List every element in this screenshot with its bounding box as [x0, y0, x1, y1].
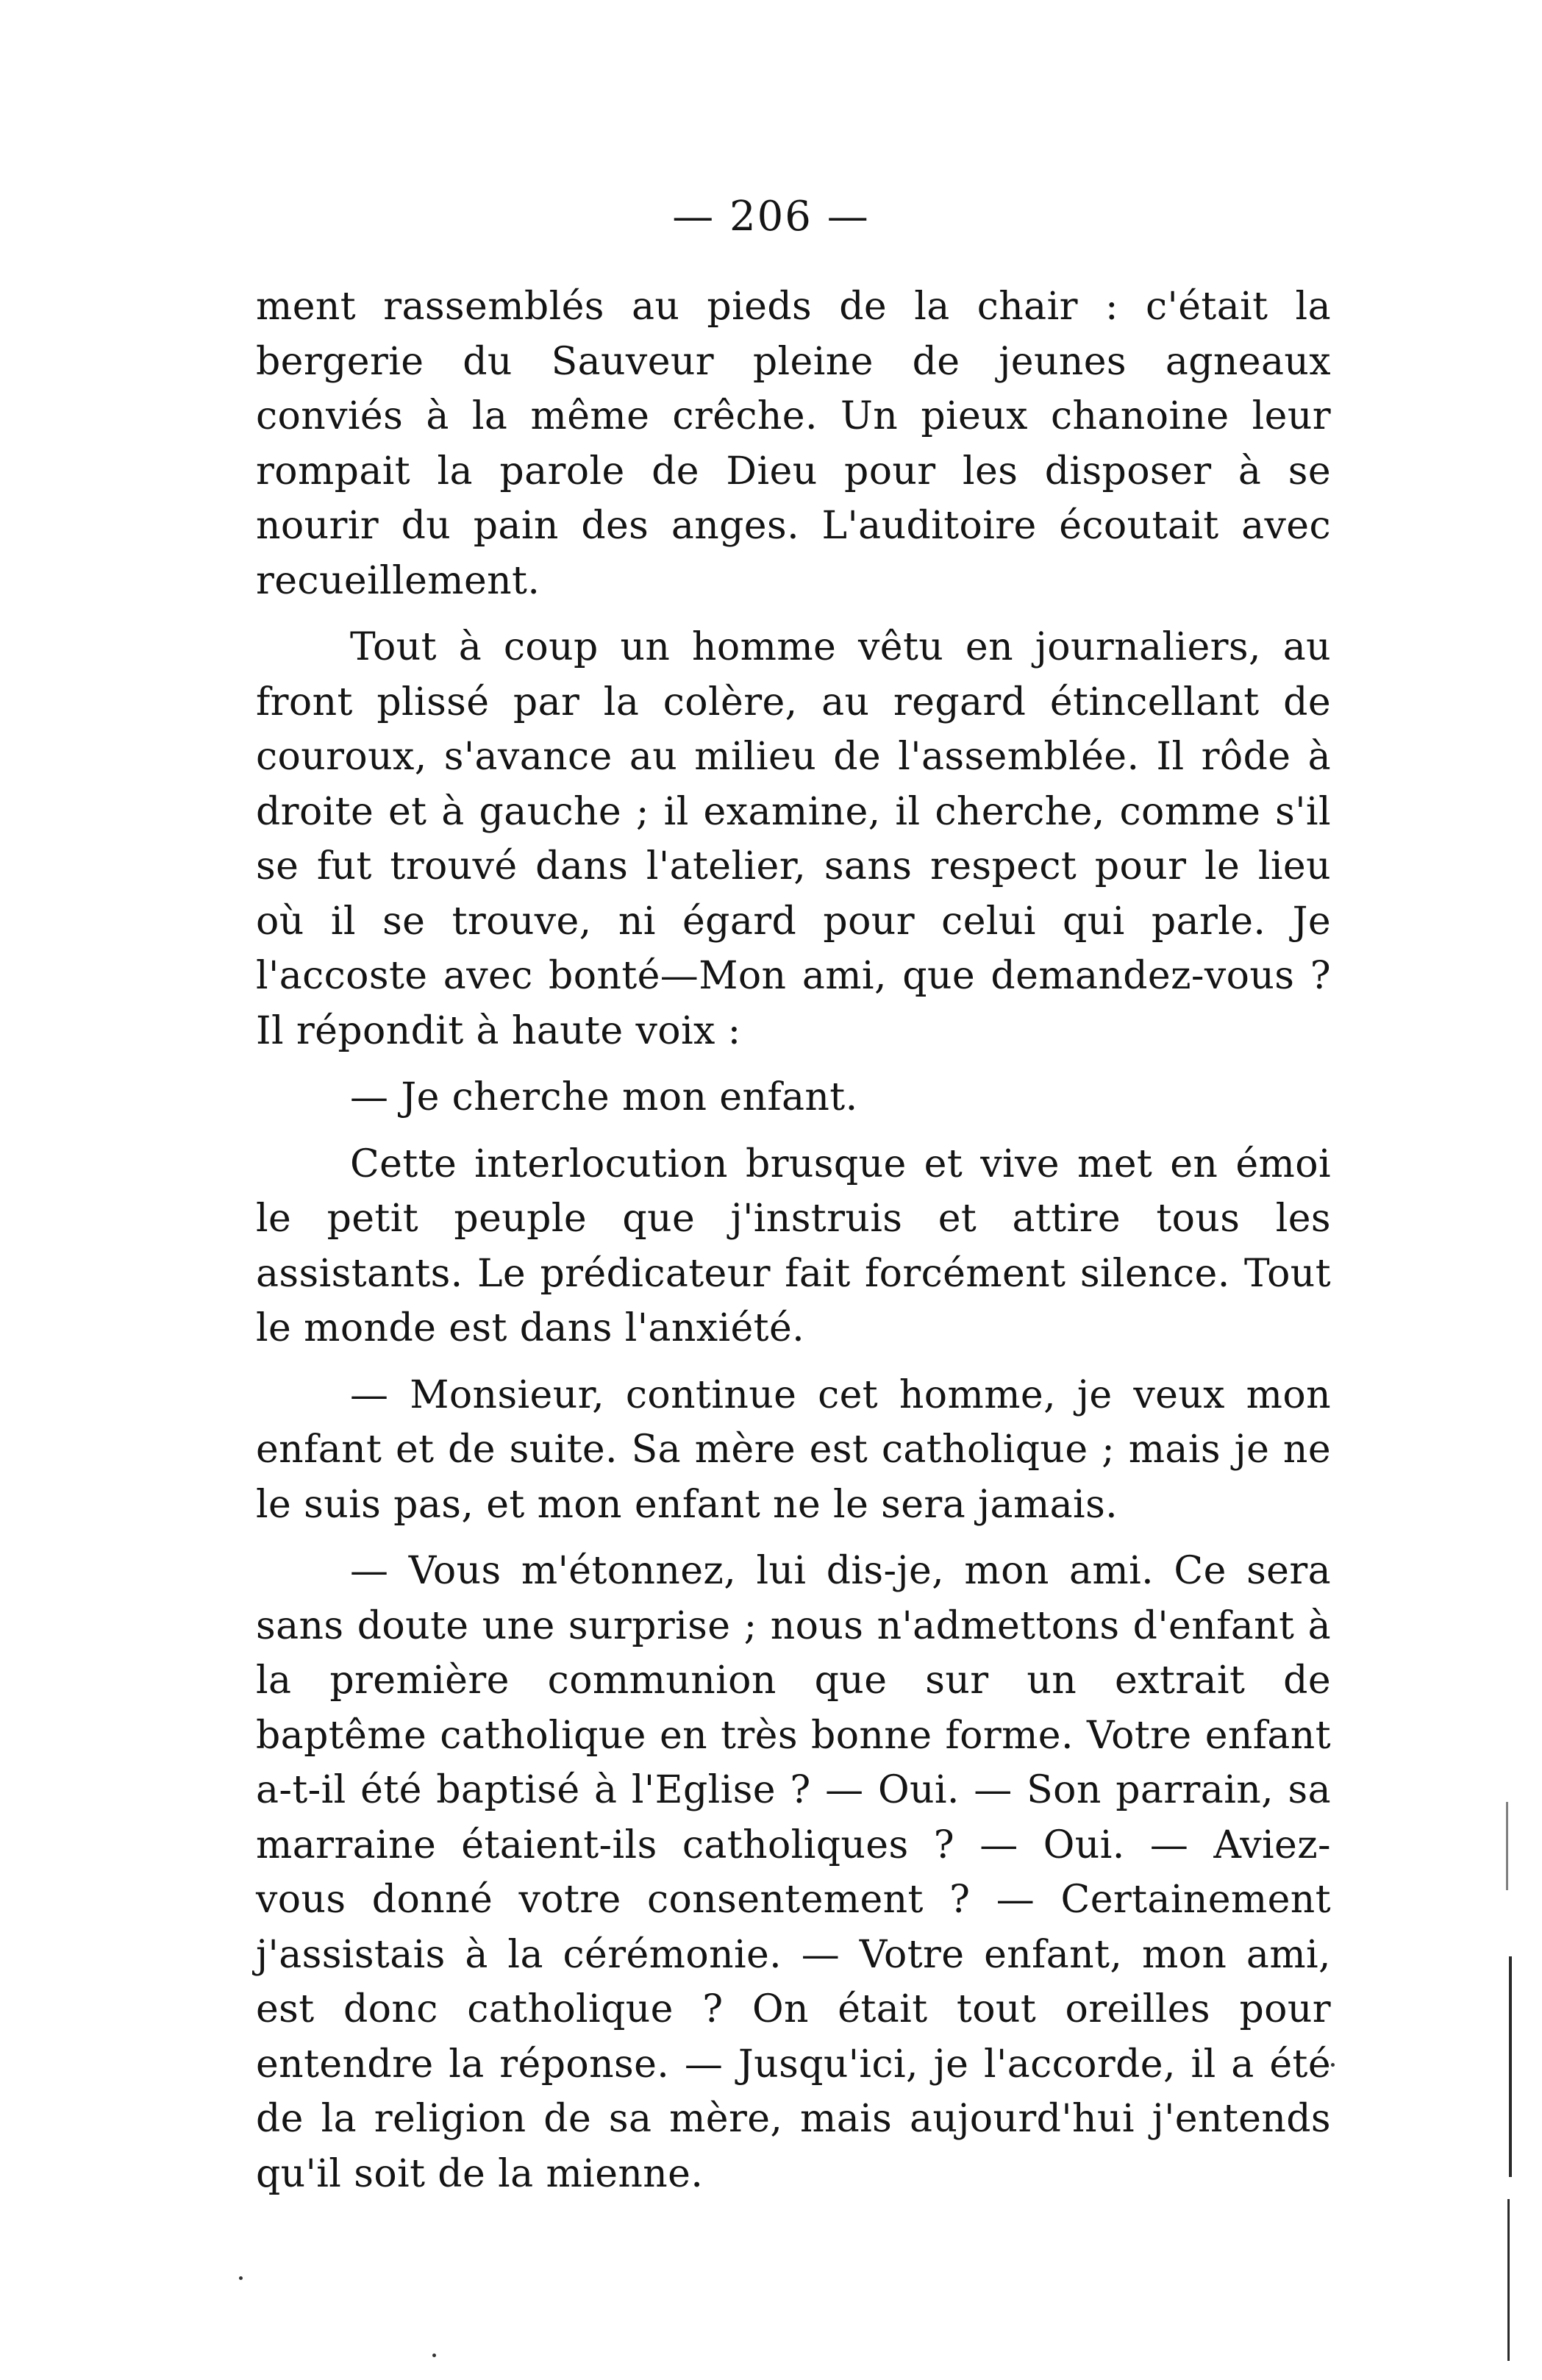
dialogue-line: — Je cherche mon enfant. — [350, 1075, 858, 1119]
paragraph: Tout à coup un homme vêtu en journaliers, au front plissé par la colère, au regard étincellant de couroux, s'avance au milieu de l'assemblée. Il rôde à droite et à gauche ; il examine, il cherche, comme s'il se fut trouvé dans l'atelier, sans respect pour le lieu où il se trouve, ni égard pour celui qui parle. Je l'accoste avec bonté—Mon ami, que demandez-vous ? Il répondit à haute voix : — [256, 625, 1331, 1053]
scan-edge-mark — [1507, 2199, 1510, 2361]
scan-speck — [239, 2276, 243, 2280]
dialogue-paragraph: — Monsieur, continue cet homme, je veux mon enfant et de suite. Sa mère est catholique ; mais je ne le suis pas, et mon enfant ne le sera jamais. — [256, 1372, 1331, 1527]
scan-speck — [1331, 2063, 1335, 2067]
page-number: — 206 — — [672, 193, 870, 241]
scan-edge-mark — [1506, 1802, 1508, 1890]
scan-speck — [432, 2354, 436, 2357]
paragraph-continuation: ment rassemblés au pieds de la chair : c'était la bergerie du Sauveur pleine de jeunes agneaux conviés à la même crêche. Un pieux chanoine leur rompait la parole de Dieu pour les disposer à se nourir du pain des anges. L'auditoire écoutait avec recueillement. — [256, 285, 1331, 603]
scan-edge-mark — [1509, 1956, 1512, 2177]
dialogue-paragraph: — Vous m'étonnez, lui dis-je, mon ami. Ce sera sans doute une surprise ; nous n'admettons d'enfant à la première communion que sur un extrait de baptême catholique en très bonne forme. Votre enfant a-t-il été baptisé à l'Eglise ? — Oui. — Son parrain, sa marraine étaient-ils catholiques ? — Oui. — Aviez-vous donné votre consentement ? — Certainement j'assistais à la cérémonie. — Votre enfant, mon ami, est donc catholique ? On était tout oreilles pour entendre la réponse. — Jusqu'ici, je l'accorde, il a été de la religion de sa mère, mais aujourd'hui j'entends qu'il soit de la mienne. — [256, 1549, 1331, 2196]
paragraph: Cette interlocution brusque et vive met en émoi le petit peuple que j'instruis et attire tous les assistants. Le prédicateur fait forcément silence. Tout le monde est dans l'anxiété. — [256, 1141, 1331, 1350]
body-text — [256, 279, 1331, 2201]
